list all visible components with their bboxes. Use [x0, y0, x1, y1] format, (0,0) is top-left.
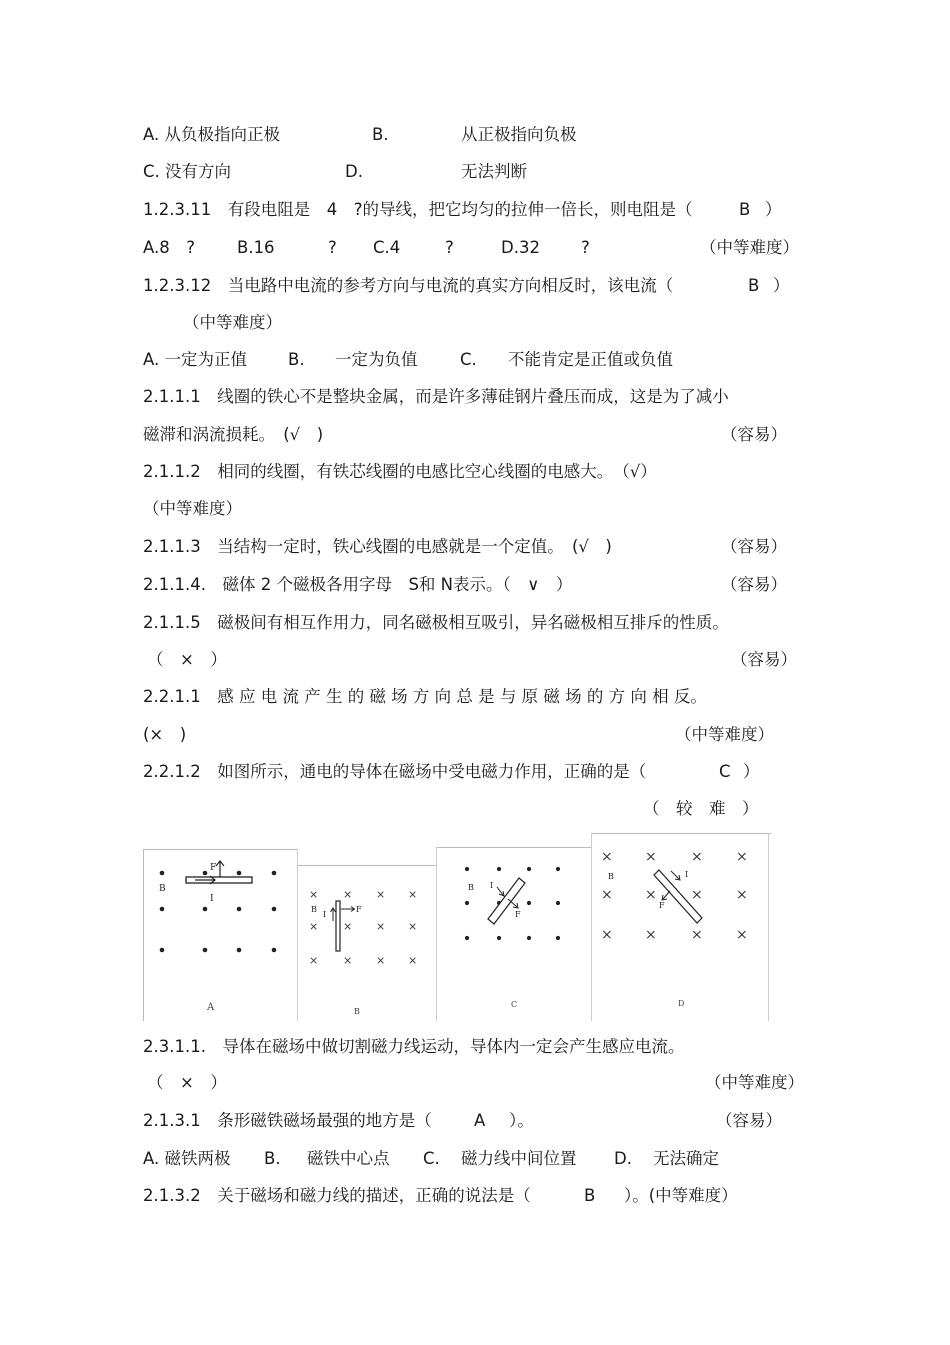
figure-caption: D: [678, 999, 685, 1008]
option-d-text: 无法确定: [653, 1149, 719, 1168]
svg-text:×: ×: [601, 927, 613, 943]
figure-b: [297, 865, 437, 1021]
option-a: A. 从负极指向正极: [143, 125, 280, 144]
question-stem: 2.2.1.2 如图所示，通电的导体在磁场中受电磁力作用，正确的是（: [143, 762, 647, 781]
current-label: I: [210, 894, 214, 904]
question-stem: 2.1.1.5 磁极间有相互作用力，同名磁极相互吸引，异名磁极相互排斥的性质。: [143, 613, 729, 632]
field-label: B: [159, 884, 166, 894]
figure-caption: B: [354, 1007, 360, 1016]
svg-text:×: ×: [376, 954, 386, 967]
question-stem: 2.2.1.1 感 应 电 流 产 生 的 磁 场 方 向 总 是 与 原 磁 场 的 方 向 相 反。: [143, 687, 707, 706]
answer-mark: B: [584, 1186, 596, 1205]
svg-text:×: ×: [691, 887, 703, 903]
option-a: A.8 ?: [143, 238, 195, 257]
question-stem: 2.1.1.3 当结构一定时，铁心线圈的电感就是一个定值。 (√ ): [143, 537, 612, 556]
option-b: B.16: [237, 238, 275, 257]
answer-mark: A: [474, 1111, 486, 1130]
svg-text:×: ×: [601, 887, 613, 903]
option-b-text: 磁铁中心点: [307, 1149, 390, 1168]
option-c-text: 不能肯定是正值或负值: [508, 350, 673, 369]
option-b-text: 一定为负值: [335, 350, 418, 369]
figure-c: [436, 847, 592, 1021]
svg-text:×: ×: [736, 849, 748, 865]
svg-text:×: ×: [408, 888, 418, 901]
difficulty-label: （容易）: [721, 537, 787, 556]
field-crosses: [309, 888, 417, 967]
figure-caption: C: [511, 1000, 518, 1009]
difficulty-label: （容易）: [731, 650, 797, 669]
svg-text:×: ×: [691, 927, 703, 943]
answer-close: ）。: [509, 1111, 534, 1130]
option-d-letter: D.: [614, 1149, 632, 1168]
answer-mark: （ × ）: [147, 1073, 227, 1092]
option-d-text: 无法判断: [461, 162, 527, 181]
option-b-letter: B.: [372, 125, 389, 144]
svg-text:×: ×: [408, 954, 418, 967]
question-stem: 2.1.3.1 条形磁铁磁场最强的地方是（: [143, 1111, 432, 1130]
answer-mark: B: [739, 200, 751, 219]
field-label: B: [608, 872, 614, 881]
option-b-letter: B.: [288, 350, 305, 369]
question-stem: 2.3.1.1. 导体在磁场中做切割磁力线运动，导体内一定会产生感应电流。: [143, 1037, 685, 1056]
conductor-rod: [336, 901, 340, 951]
force-label: F: [515, 910, 521, 919]
svg-text:×: ×: [736, 887, 748, 903]
question-stem: 2.1.3.2 关于磁场和磁力线的描述，正确的说法是（: [143, 1186, 531, 1205]
svg-text:×: ×: [645, 927, 657, 943]
option-c: C. 没有方向: [143, 162, 232, 181]
option-c-text: 磁力线中间位置: [461, 1149, 577, 1168]
svg-text:×: ×: [309, 920, 319, 933]
question-stem: 2.1.1.2 相同的线圈，有铁芯线圈的电感比空心线圈的电感大。 （√）: [143, 462, 657, 481]
svg-text:×: ×: [736, 927, 748, 943]
difficulty-label: （ 较 难 ）: [643, 799, 759, 818]
option-a: A. 一定为正值: [143, 350, 247, 369]
svg-text:×: ×: [645, 887, 657, 903]
difficulty-label: （中等难度）: [705, 1073, 804, 1092]
difficulty-label: （容易）: [721, 425, 787, 444]
difficulty-label: （容易）: [721, 575, 787, 594]
answer-close: ）: [765, 200, 782, 219]
svg-text:×: ×: [408, 920, 418, 933]
difficulty-label: （中等难度）: [700, 238, 799, 257]
svg-text:×: ×: [309, 888, 319, 901]
question-stem: 1.2.3.12 当电路中电流的参考方向与电流的真实方向相反时，该电流（: [143, 276, 674, 295]
svg-text:×: ×: [309, 954, 319, 967]
option-a: A. 磁铁两极: [143, 1149, 231, 1168]
answer-mark: （ × ）: [147, 650, 227, 669]
option-b-letter: B.: [264, 1149, 281, 1168]
answer-close: ）。(中等难度）: [624, 1186, 738, 1205]
answer-close: ）: [773, 276, 790, 295]
svg-text:×: ×: [691, 849, 703, 865]
option-d-unit: ?: [581, 238, 590, 257]
difficulty-label: （容易）: [716, 1111, 782, 1130]
option-c-letter: C.: [423, 1149, 440, 1168]
answer-mark: B: [748, 276, 760, 295]
difficulty-label: （中等难度）: [143, 499, 242, 518]
svg-text:×: ×: [343, 920, 353, 933]
answer-mark: C: [719, 762, 731, 781]
option-c-unit: ?: [445, 238, 454, 257]
option-b-text: 从正极指向负极: [461, 125, 577, 144]
force-label: F: [356, 905, 362, 914]
svg-text:×: ×: [343, 888, 353, 901]
svg-text:×: ×: [376, 888, 386, 901]
option-d-letter: D.: [345, 162, 363, 181]
svg-text:×: ×: [601, 849, 613, 865]
current-label: I: [685, 870, 689, 879]
option-d: D.32: [501, 238, 540, 257]
question-stem: 1.2.3.11 有段电阻是 4 ?的导线，把它均匀的拉伸一倍长，则电阻是（: [143, 200, 693, 219]
current-label: I: [490, 881, 494, 890]
option-c: C.4: [373, 238, 401, 257]
answer-mark: (× ): [143, 725, 187, 744]
difficulty-label: （中等难度）: [675, 725, 774, 744]
svg-text:×: ×: [376, 920, 386, 933]
svg-text:×: ×: [645, 849, 657, 865]
question-stem: 2.1.1.1 线圈的铁心不是整块金属，而是许多薄硅钢片叠压而成，这是为了减小: [143, 387, 729, 406]
figure-d: [591, 833, 771, 1021]
question-stem: 2.1.1.4. 磁体 2 个磁极各用字母 S和 N表示。（ ∨ ）: [143, 575, 573, 594]
svg-text:×: ×: [343, 954, 353, 967]
option-c-letter: C.: [460, 350, 477, 369]
option-b-unit: ?: [328, 238, 337, 257]
force-label: F: [659, 901, 665, 910]
figure-caption: A: [207, 1002, 215, 1013]
field-label: B: [468, 883, 474, 892]
difficulty-label: （中等难度）: [183, 313, 282, 332]
current-label: I: [323, 910, 327, 919]
question-stem-continued: 磁滞和涡流损耗。 (√ ): [143, 425, 324, 444]
field-label: B: [311, 905, 317, 914]
force-label: F: [210, 863, 217, 873]
figure-a: [143, 849, 298, 1021]
answer-close: ）: [743, 762, 760, 781]
